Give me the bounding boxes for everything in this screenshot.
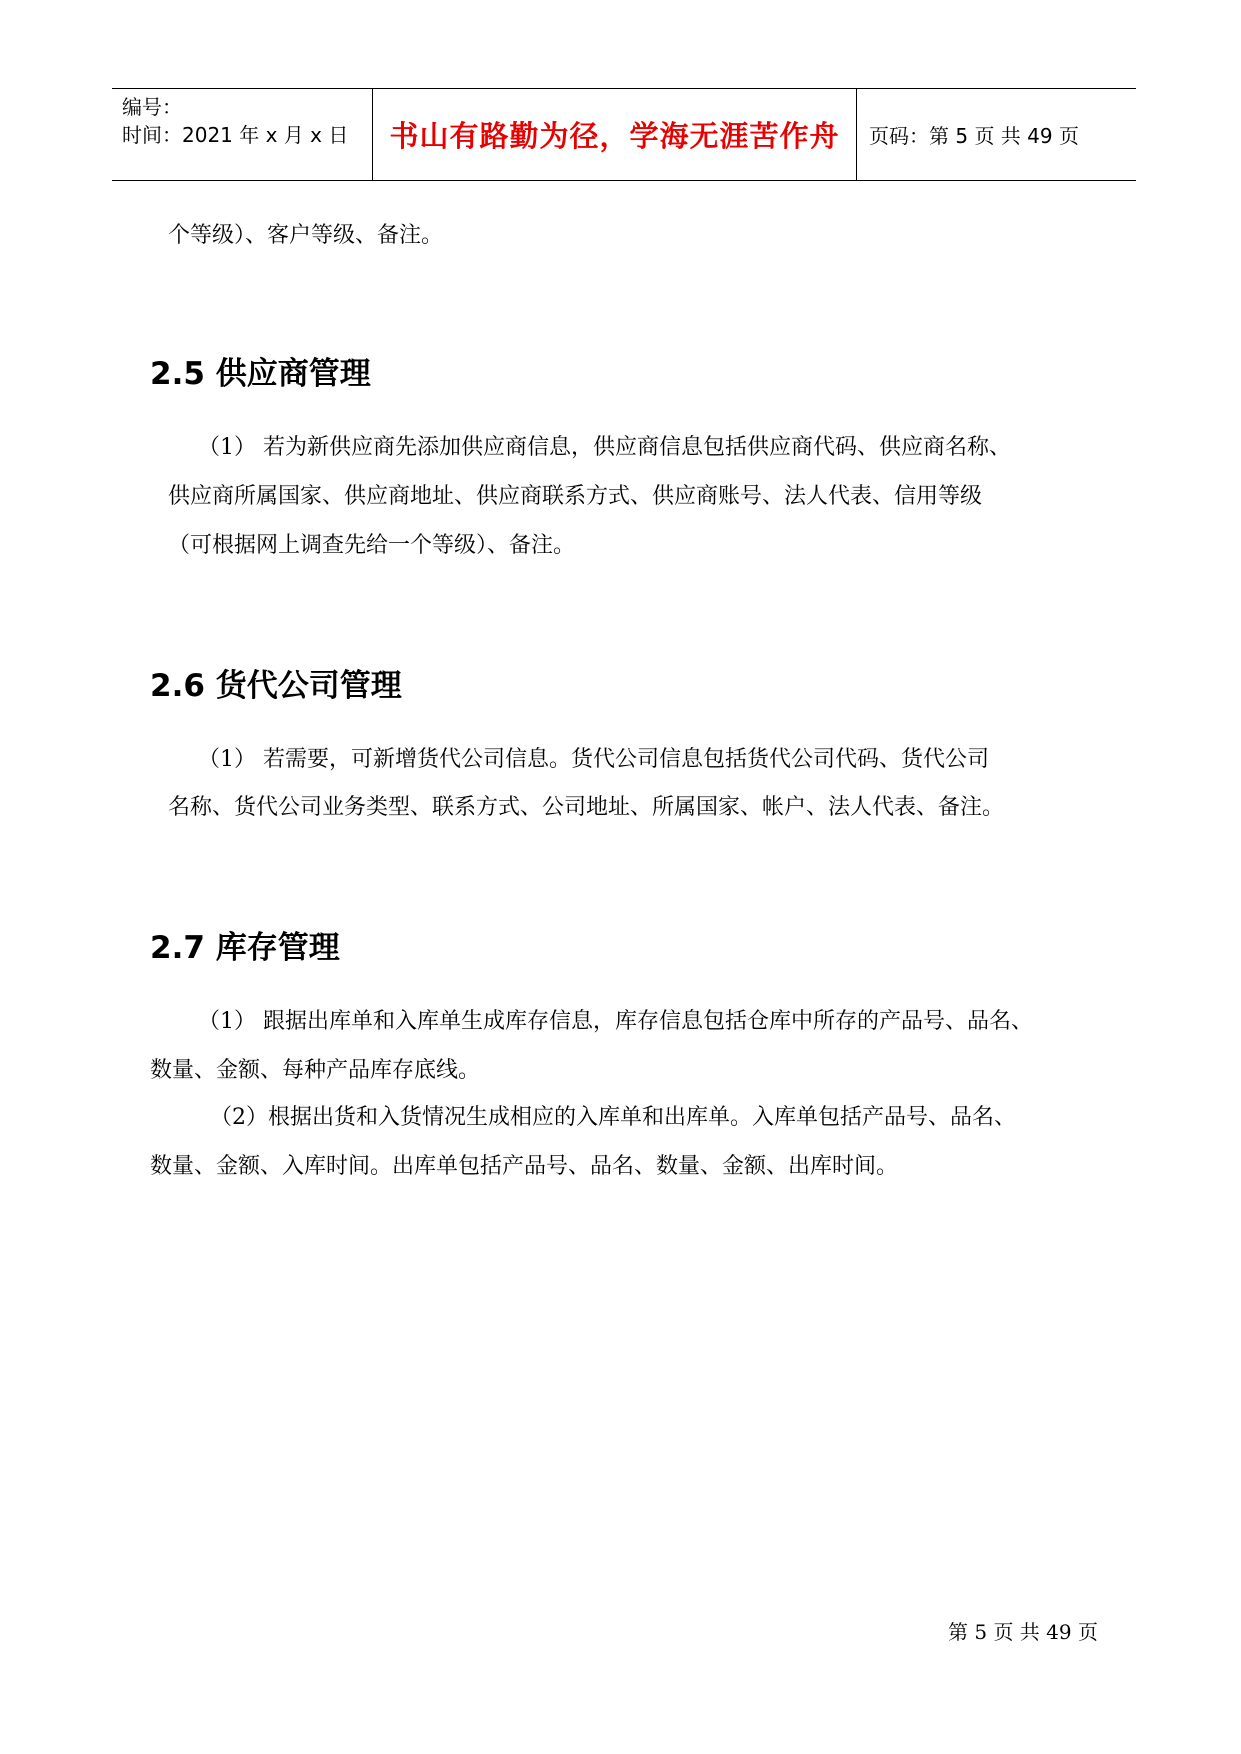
paragraph-line: 数量、金额、入库时间。出库单包括产品号、品名、数量、金额、出库时间。 xyxy=(150,1154,899,1179)
paragraph-line: 供应商所属国家、供应商地址、供应商联系方式、供应商账号、法人代表、信用等级 xyxy=(168,484,983,509)
header-page-label: 页码：第 5 页 共 49 页 xyxy=(869,124,1079,148)
paragraph-line: （2）根据出货和入货情况生成相应的入库单和出库单。入库单包括产品号、品名、 xyxy=(210,1105,1016,1130)
continuation-text: 个等级）、客户等级、备注。 xyxy=(168,223,444,248)
number-label: 编号： xyxy=(122,95,182,119)
header-left-cell xyxy=(112,89,373,180)
section-heading-2-7: 2.7 库存管理 xyxy=(150,930,340,966)
paragraph-line: （可根据网上调查先给一个等级）、备注。 xyxy=(168,533,576,558)
section-heading-2-6: 2.6 货代公司管理 xyxy=(150,668,402,704)
paragraph-line: （1） 若为新供应商先添加供应商信息，供应商信息包括供应商代码、供应商名称、 xyxy=(198,435,1011,460)
paragraph-line: （1） 跟据出库单和入库单生成库存信息，库存信息包括仓库中所存的产品号、品名、 xyxy=(198,1009,1033,1034)
motto: 书山有路勤为径，学海无涯苦作舟 xyxy=(373,89,857,180)
time-label: 时间：2021 年 x 月 x 日 xyxy=(122,123,349,147)
page-footer: 第 5 页 共 49 页 xyxy=(948,1620,1098,1644)
section-heading-2-5: 2.5 供应商管理 xyxy=(150,356,371,392)
paragraph-line: 名称、货代公司业务类型、联系方式、公司地址、所属国家、帐户、法人代表、备注。 xyxy=(168,795,1005,820)
paragraph-line: 数量、金额、每种产品库存底线。 xyxy=(150,1058,481,1083)
paragraph-line: （1） 若需要，可新增货代公司信息。货代公司信息包括货代公司代码、货代公司 xyxy=(198,747,989,772)
page-header xyxy=(112,88,1136,181)
